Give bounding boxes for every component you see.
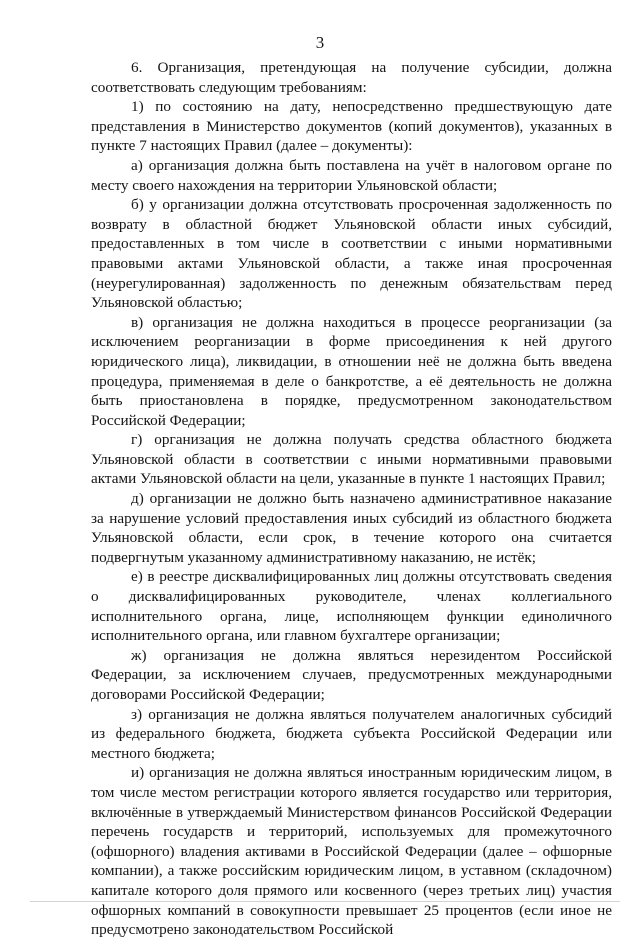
paragraph-6-1-b: б) у организации должна отсутствовать просроченная задолженность по возврату в областной бюджет Ульяновской области иных субсидий, предоставленных в том числе в соответствии с иными нормативными правовыми актами Ульяновской области, а также иная просроченная (неурегулированная) задолженность по денежным обязательствам перед Ульяновской областью;: [91, 196, 612, 312]
paragraph-6-1-a: а) организация должна быть поставлена на учёт в налоговом органе по месту своего нахождения на территории Ульяновской области;: [91, 156, 612, 194]
paragraph-6-1-v: в) организация не должна находиться в процессе реорганизации (за исключением реорганизации в форме присоединения к ней другого юридического лица), ликвидации, в отношении неё не должна быть введена процедура, применяемая в деле о банкротстве, а её деятельность не должна быть приостановлена в порядке, предусмотренном законодательством Российской Федерации;: [91, 313, 612, 429]
paragraph-6: 6. Организация, претендующая на получение субсидии, должна соответствовать следующим требованиям:: [91, 59, 612, 96]
page-number: 3: [315, 33, 325, 52]
paragraph-6-1-zh: ж) организация не должна являться нерезидентом Российской Федерации, за исключением случаев, предусмотренных международными договорами Российской Федерации;: [91, 646, 612, 703]
paragraph-6-1-g: г) организация не должна получать средства областного бюджета Ульяновской области в соответствии с иными нормативными правовыми актами Ульяновской области на цели, указанные в пункте 1 настоящих Правил;: [91, 431, 612, 488]
paragraph-6-1-z: з) организация не должна являться получателем аналогичных субсидий из федерального бюджета, бюджета субъекта Российской Федерации или местного бюджета;: [91, 705, 612, 762]
paragraph-6-1-e: е) в реестре дисквалифицированных лиц должны отсутствовать сведения о дисквалифицированных руководителе, членах коллегиального исполнительного органа, лице, исполняющем функции единоличного исполнительного органа, или главном бухгалтере организации;: [91, 568, 612, 645]
paragraph-6-1-d: д) организации не должно быть назначено административное наказание за нарушение условий предоставления иных субсидий из областного бюджета Ульяновской области, если срок, в течение которого она считается подвергнутым указанному административному наказанию, не истёк;: [91, 490, 612, 566]
document-body: [91, 58, 612, 940]
paragraph-6-1-i: и) организация не должна являться иностранным юридическим лицом, в том числе местом регистрации которого является государство или территория, включённые в утверждаемый Министерством финансов Российской Федерации перечень государств и территорий, используемых для промежуточного (офшорного) владения активами в Российской Федерации (далее – офшорные компании), а также российским юридическим лицом, в уставном (складочном) капитале которого доля прямого или косвенного (через третьих лиц) участия офшорных компаний в совокупности превышает 25 процентов (если иное не предусмотрено законодательством Российской: [91, 764, 612, 939]
scan-bottom-edge: [30, 901, 620, 902]
paragraph-6-1: 1) по состоянию на дату, непосредственно предшествующую дате представления в Министерство документов (копий документов), указанных в пункте 7 настоящих Правил (далее – документы):: [91, 98, 612, 155]
